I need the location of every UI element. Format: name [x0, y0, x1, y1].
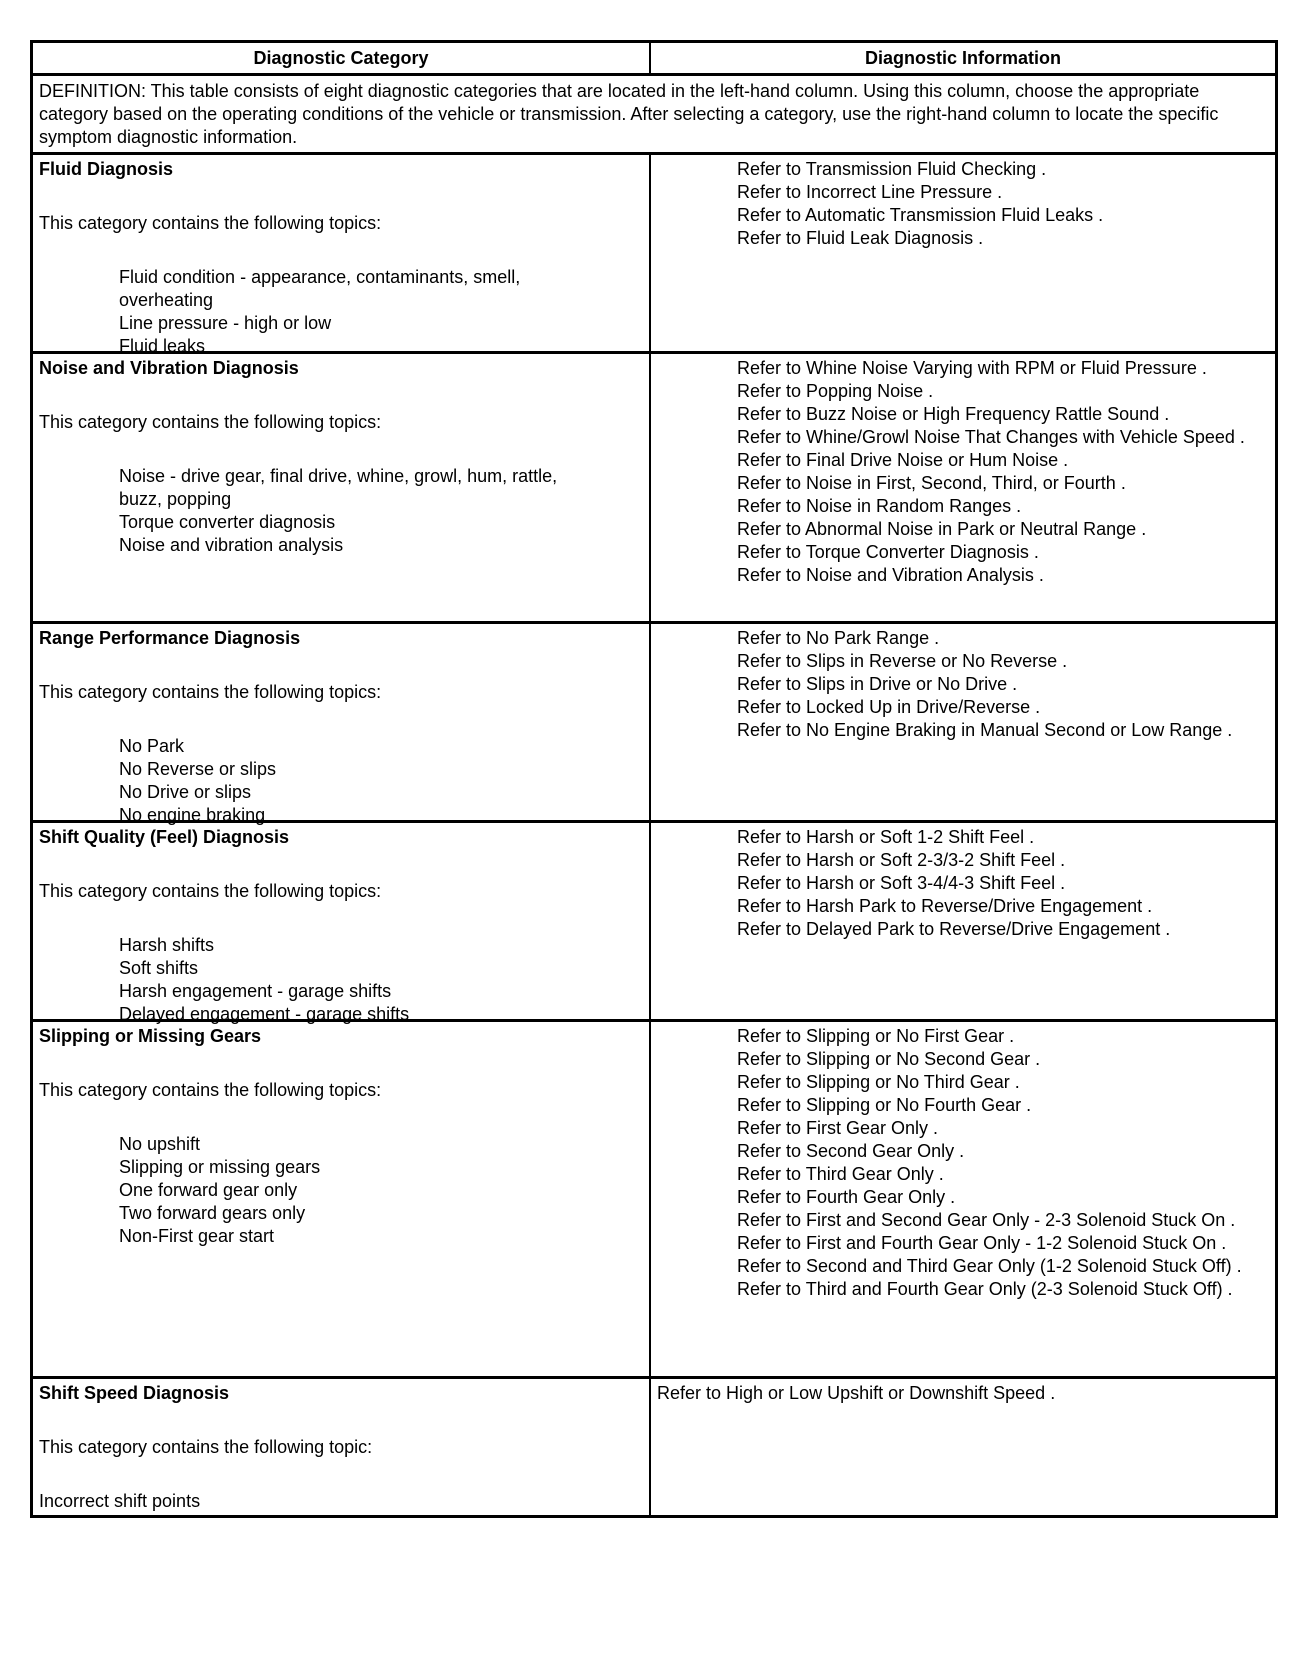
- reference-link[interactable]: Refer to Third Gear Only .: [737, 1164, 944, 1184]
- category-title: Shift Speed Diagnosis: [39, 1383, 230, 1403]
- reference-link[interactable]: Refer to Buzz Noise or High Frequency Rattle Sound .: [737, 404, 1170, 424]
- topic-item: Harsh engagement - garage shifts: [119, 981, 392, 1001]
- reference-link[interactable]: Refer to Harsh Park to Reverse/Drive Engagement .: [737, 896, 1153, 916]
- table-row: [33, 621, 1275, 825]
- info-cell: [651, 1379, 1275, 1515]
- topic-item: Harsh shifts: [119, 935, 215, 955]
- topic-list: [39, 465, 643, 557]
- reference-link[interactable]: Refer to First Gear Only .: [737, 1118, 939, 1138]
- reference-link[interactable]: Refer to Slips in Reverse or No Reverse .: [737, 651, 1068, 671]
- topic-item: Two forward gears only: [119, 1203, 306, 1223]
- category-title: Noise and Vibration Diagnosis: [39, 358, 299, 378]
- info-cell: [651, 155, 1275, 351]
- category-intro: This category contains the following topic:: [39, 1437, 373, 1457]
- reference-link[interactable]: Refer to High or Low Upshift or Downshift Speed .: [657, 1383, 1056, 1403]
- reference-link[interactable]: Refer to Incorrect Line Pressure .: [737, 182, 1003, 202]
- topic-item: Soft shifts: [119, 958, 199, 978]
- reference-link[interactable]: Refer to Slipping or No Fourth Gear .: [737, 1095, 1032, 1115]
- category-cell: [33, 1379, 651, 1515]
- topic-list: [39, 735, 643, 827]
- topic-item: Delayed engagement - garage shifts: [119, 1004, 410, 1024]
- topic-item: No engine braking: [119, 805, 266, 825]
- table-row: [33, 152, 1275, 356]
- reference-link[interactable]: Refer to Final Drive Noise or Hum Noise .: [737, 450, 1069, 470]
- topic-item: No Reverse or slips: [119, 759, 277, 779]
- reference-link[interactable]: Refer to Harsh or Soft 3-4/4-3 Shift Feel .: [737, 873, 1066, 893]
- category-intro: This category contains the following topics:: [39, 881, 382, 901]
- topic-item: One forward gear only: [119, 1180, 298, 1200]
- reference-link[interactable]: Refer to Second Gear Only .: [737, 1141, 965, 1161]
- reference-link[interactable]: Refer to No Engine Braking in Manual Second or Low Range .: [737, 720, 1233, 740]
- category-title: Slipping or Missing Gears: [39, 1026, 262, 1046]
- reference-link[interactable]: Refer to Slipping or No Third Gear .: [737, 1072, 1020, 1092]
- info-cell: [651, 354, 1275, 621]
- category-cell: [33, 823, 651, 1024]
- topic-item: Fluid condition - appearance, contaminants, smell, overheating: [119, 267, 521, 310]
- topic-item: Line pressure - high or low: [119, 313, 332, 333]
- reference-link[interactable]: Refer to Harsh or Soft 2-3/3-2 Shift Feel .: [737, 850, 1066, 870]
- reference-link[interactable]: Refer to Fourth Gear Only .: [737, 1187, 956, 1207]
- topic-list: [39, 266, 643, 358]
- table-row: [33, 820, 1275, 1024]
- category-title: Shift Quality (Feel) Diagnosis: [39, 827, 290, 847]
- reference-link[interactable]: Refer to Torque Converter Diagnosis .: [737, 542, 1039, 562]
- header-diagnostic-information: Diagnostic Information: [864, 48, 1061, 68]
- reference-link[interactable]: Refer to Slipping or No Second Gear .: [737, 1049, 1041, 1069]
- reference-link[interactable]: Refer to Transmission Fluid Checking .: [737, 159, 1047, 179]
- topic-item: Fluid leaks: [119, 336, 206, 356]
- table-header-row: [33, 43, 1275, 73]
- reference-link[interactable]: Refer to Locked Up in Drive/Reverse .: [737, 697, 1041, 717]
- reference-link[interactable]: Refer to First and Fourth Gear Only - 1-2 Solenoid Stuck On .: [737, 1233, 1227, 1253]
- reference-link[interactable]: Refer to Automatic Transmission Fluid Leaks .: [737, 205, 1104, 225]
- definition-row: [33, 73, 1275, 152]
- category-intro: This category contains the following topics:: [39, 682, 382, 702]
- reference-link[interactable]: Refer to Popping Noise .: [737, 381, 934, 401]
- topic-item: Noise - drive gear, final drive, whine, growl, hum, rattle, buzz, popping: [119, 466, 558, 509]
- reference-link[interactable]: Refer to Slips in Drive or No Drive .: [737, 674, 1018, 694]
- topic-item: No Drive or slips: [119, 782, 252, 802]
- reference-link[interactable]: Refer to Slipping or No First Gear .: [737, 1026, 1015, 1046]
- reference-link[interactable]: Refer to Noise and Vibration Analysis .: [737, 565, 1044, 585]
- reference-link[interactable]: Refer to Abnormal Noise in Park or Neutral Range .: [737, 519, 1147, 539]
- reference-link[interactable]: Refer to Whine/Growl Noise That Changes with Vehicle Speed .: [737, 427, 1245, 447]
- reference-link[interactable]: Refer to Delayed Park to Reverse/Drive Engagement .: [737, 919, 1171, 939]
- reference-link[interactable]: Refer to Second and Third Gear Only (1-2 Solenoid Stuck Off) .: [737, 1256, 1242, 1276]
- category-title: Range Performance Diagnosis: [39, 628, 301, 648]
- reference-link[interactable]: Refer to Harsh or Soft 1-2 Shift Feel .: [737, 827, 1035, 847]
- topic-item: Torque converter diagnosis: [119, 512, 336, 532]
- topic-list: [39, 1133, 643, 1248]
- reference-link[interactable]: Refer to Third and Fourth Gear Only (2-3 Solenoid Stuck Off) .: [737, 1279, 1233, 1299]
- reference-link[interactable]: Refer to Noise in First, Second, Third, or Fourth .: [737, 473, 1126, 493]
- topic-item: No upshift: [119, 1134, 201, 1154]
- info-cell: [651, 1022, 1275, 1376]
- category-intro: This category contains the following topics:: [39, 1080, 382, 1100]
- table-row: [33, 1376, 1275, 1515]
- reference-link[interactable]: Refer to No Park Range .: [737, 628, 940, 648]
- reference-link[interactable]: Refer to Fluid Leak Diagnosis .: [737, 228, 984, 248]
- info-cell: [651, 624, 1275, 820]
- topic-item: No Park: [119, 736, 185, 756]
- category-cell: [33, 1022, 651, 1376]
- topic-item: Incorrect shift points: [39, 1491, 201, 1511]
- topic-item: Slipping or missing gears: [119, 1157, 321, 1177]
- table-row: [33, 351, 1275, 621]
- table-row: [33, 1019, 1275, 1376]
- definition-text: DEFINITION: This table consists of eight diagnostic categories that are located in the left-hand column. Using this column, choose the appropriate category based on the operating conditions of the vehicle or transmission. After selecting a category, use the right-hand column to locate the specific symptom diagnostic information.: [39, 81, 1219, 147]
- reference-link[interactable]: Refer to Whine Noise Varying with RPM or Fluid Pressure .: [737, 358, 1207, 378]
- info-cell: [651, 823, 1275, 1019]
- topic-item: Non-First gear start: [119, 1226, 275, 1246]
- header-diagnostic-category: Diagnostic Category: [33, 43, 651, 73]
- category-cell: [33, 155, 651, 356]
- category-title: Fluid Diagnosis: [39, 159, 174, 179]
- reference-link[interactable]: Refer to First and Second Gear Only - 2-3 Solenoid Stuck On .: [737, 1210, 1236, 1230]
- diagnostic-table: [30, 40, 1278, 1518]
- category-intro: This category contains the following topics:: [39, 412, 382, 432]
- topic-list: [39, 934, 643, 1026]
- reference-link[interactable]: Refer to Noise in Random Ranges .: [737, 496, 1022, 516]
- category-intro: This category contains the following topics:: [39, 213, 382, 233]
- category-cell: [33, 354, 651, 621]
- category-cell: [33, 624, 651, 825]
- topic-item: Noise and vibration analysis: [119, 535, 344, 555]
